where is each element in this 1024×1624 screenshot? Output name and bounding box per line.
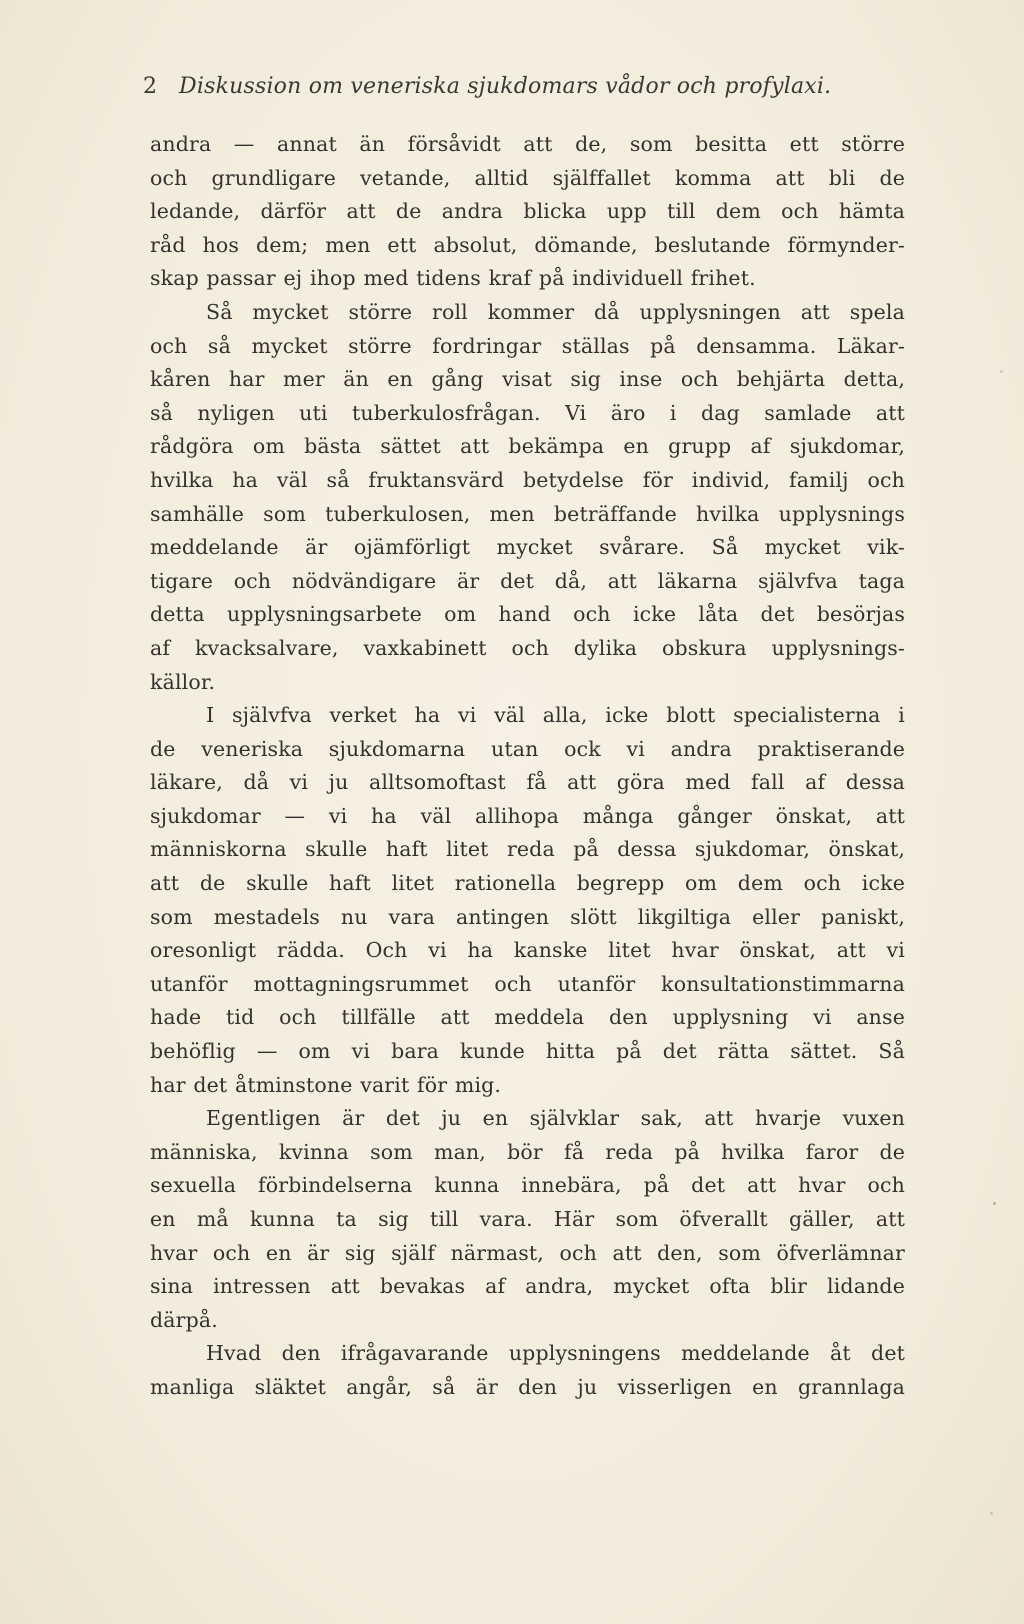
- text-line: hade tid och tillfälle att meddela den upplysning vi anse: [150, 1005, 905, 1030]
- text-line: detta upplysningsarbete om hand och icke låta det besörjas: [150, 602, 905, 627]
- text-line: en må kunna ta sig till vara. Här som öfverallt gäller, att: [150, 1207, 905, 1231]
- text-line: tigare och nödvändigare är det då, att läkarna självfva taga: [150, 568, 905, 593]
- text-line: människa, kvinna som man, bör få reda på hvilka faror de: [150, 1139, 905, 1164]
- text-line: hvar och en är sig själf närmast, och att den, som öfverlämnar: [150, 1240, 905, 1265]
- text-line: sjukdomar — vi ha väl allihopa många gånger önskat, att: [150, 803, 905, 828]
- text-line: och så mycket större fordringar ställas på densamma. Läkar-: [150, 333, 905, 358]
- running-header: [143, 74, 903, 99]
- text-line: hvilka ha väl så fruktansvärd betydelse för individ, familj och: [150, 467, 905, 492]
- text-line: andra — annat än försåvidt att de, som besitta ett större: [150, 132, 905, 156]
- text-line: Hvad den ifrågavarande upplysningens meddelande åt det: [206, 1341, 905, 1366]
- text-line: rådgöra om bästa sättet att bekämpa en grupp af sjukdomar,: [150, 434, 905, 459]
- text-line: utanför mottagningsrummet och utanför konsultationstimmarna: [150, 971, 905, 996]
- text-line: Egentligen är det ju en självklar sak, att hvarje vuxen: [206, 1106, 905, 1131]
- text-line: de veneriska sjukdomarna utan ock vi andra praktiserande: [150, 736, 905, 761]
- text-line: I självfva verket ha vi väl alla, icke blott specialisterna i: [206, 703, 905, 728]
- text-line: meddelande är ojämförligt mycket svårare. Så mycket vik-: [150, 535, 905, 560]
- text-line: kåren har mer än en gång visat sig inse och behjärta detta,: [150, 367, 905, 392]
- body-text: [150, 128, 905, 1405]
- text-line: sina intressen att bevakas af andra, mycket ofta blir lidande: [150, 1274, 905, 1299]
- paper-speck: [993, 1202, 996, 1205]
- text-line: som mestadels nu vara antingen slött likgiltiga eller paniskt,: [150, 904, 905, 929]
- running-title: Diskussion om veneriska sjukdomars vådor och profylaxi.: [179, 74, 832, 99]
- text-line: och grundligare vetande, alltid själffallet komma att bli de: [150, 165, 905, 190]
- text-line: har det åtminstone varit för mig.: [150, 1072, 502, 1097]
- text-line: läkare, då vi ju alltsomoftast få att göra med fall af dessa: [150, 770, 905, 795]
- text-line: manliga släktet angår, så är den ju visserligen en grannlaga: [150, 1374, 905, 1399]
- text-line: sexuella förbindelserna kunna innebära, på det att hvar och: [150, 1173, 905, 1198]
- page-number: 2: [143, 74, 157, 99]
- text-line: skap passar ej ihop med tidens kraf på individuell frihet.: [150, 266, 756, 291]
- paper-speck: [990, 1512, 993, 1515]
- text-line: källor.: [150, 669, 216, 694]
- text-line: därpå.: [150, 1307, 218, 1332]
- text-line: ledande, därför att de andra blicka upp till dem och hämta: [150, 199, 905, 224]
- text-line: af kvacksalvare, vaxkabinett och dylika obskura upplysnings-: [150, 635, 905, 660]
- text-line: så nyligen uti tuberkulosfrågan. Vi äro i dag samlade att: [150, 400, 905, 425]
- text-line: oresonligt rädda. Och vi ha kanske litet hvar önskat, att vi: [150, 938, 905, 963]
- text-line: samhälle som tuberkulosen, men beträffande hvilka upplysnings: [150, 501, 905, 526]
- text-line: Så mycket större roll kommer då upplysningen att spela: [206, 299, 905, 324]
- text-line: att de skulle haft litet rationella begrepp om dem och icke: [150, 871, 905, 896]
- paper-speck: [1000, 370, 1003, 373]
- text-line: råd hos dem; men ett absolut, dömande, beslutande förmynder-: [150, 232, 905, 257]
- text-line: människorna skulle haft litet reda på dessa sjukdomar, önskat,: [150, 837, 905, 862]
- text-line: behöflig — om vi bara kunde hitta på det rätta sättet. Så: [150, 1039, 905, 1064]
